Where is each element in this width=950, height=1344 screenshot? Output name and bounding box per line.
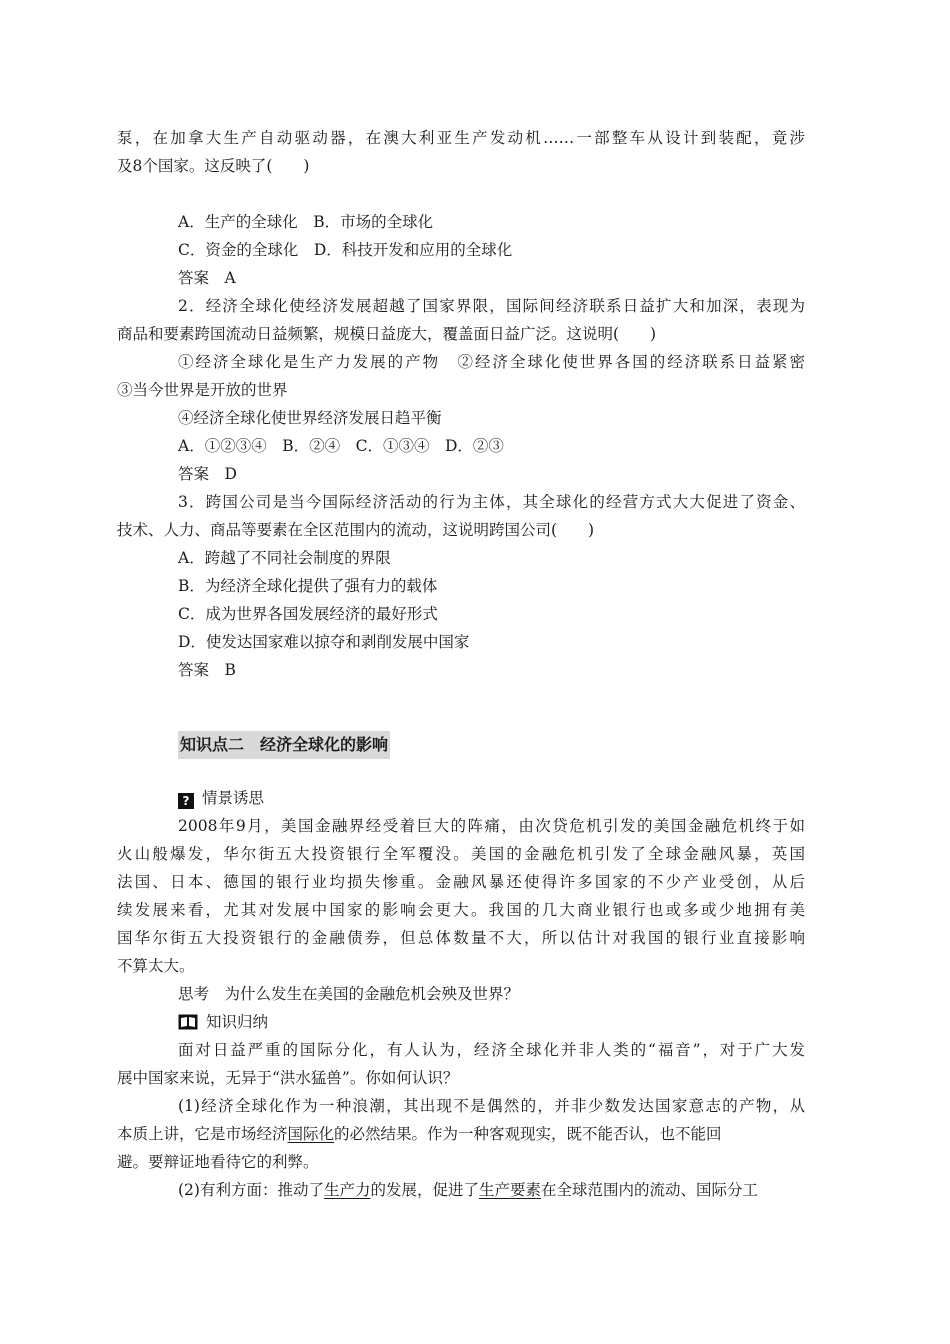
- q2-stem-line2: 商品和要素跨国流动日益频繁，规模日益庞大，覆盖面日益广泛。这说明( ): [117, 325, 657, 343]
- underlined-term-productivity: 生产力: [323, 1181, 371, 1199]
- scenario-line-3: 法国、日本、德国的银行业均损失惨重。金融风暴还使得许多国家的不少产业受创，从后: [117, 873, 805, 891]
- point-1-text-a: 本质上讲，它是市场经济: [117, 1125, 288, 1143]
- q2-item-3: ③当今世界是开放的世界: [117, 381, 288, 399]
- underlined-term-internationalization: 国际化: [287, 1125, 335, 1143]
- q3-answer: 答案 B: [178, 661, 236, 679]
- q1-stem-line2: 及8个国家。这反映了( ): [117, 157, 310, 175]
- scenario-line-6: 不算太大。: [117, 957, 195, 975]
- q2-stem-line1: 2．经济全球化使经济发展超越了国家界限，国际间经济联系日益扩大和加深，表现为: [178, 297, 805, 315]
- think-question: 思考 为什么发生在美国的金融危机会殃及世界？: [178, 985, 520, 1003]
- q3-stem-line2: 技术、人力、商品等要素在全区范围内的流动，这说明跨国公司( ): [117, 521, 595, 539]
- q1-options-line1: A．生产的全球化 B．市场的全球化: [178, 213, 434, 231]
- point-1-text-b: 的必然结果。作为一种客观现实，既不能否认，也不能回: [334, 1125, 722, 1143]
- q3-option-c: C．成为世界各国发展经济的最好形式: [178, 605, 438, 623]
- q1-stem-line1: 泵，在加拿大生产自动驱动器，在澳大利亚生产发动机……一部整车从设计到装配，竟涉: [117, 129, 805, 147]
- point-1-line2: [117, 1120, 722, 1148]
- q3-option-b: B．为经济全球化提供了强有力的载体: [178, 577, 438, 595]
- summary-intro-line1: 面对日益严重的国际分化，有人认为，经济全球化并非人类的“福音”，对于广大发: [178, 1041, 805, 1059]
- q2-item-1-2: ①经济全球化是生产力发展的产物 ②经济全球化使世界各国的经济联系日益紧密: [178, 353, 805, 371]
- point-1-line1: (1)经济全球化作为一种浪潮，其出现不是偶然的，并非少数发达国家意志的产物，从: [178, 1097, 805, 1115]
- q3-option-d: D．使发达国家难以掠夺和剥削发展中国家: [178, 633, 470, 651]
- scenario-line-4: 续发展来看，尤其对发展中国家的影响会更大。我国的几大商业银行也或多或少地拥有美: [117, 901, 805, 919]
- q3-option-a: A．跨越了不同社会制度的界限: [178, 549, 391, 567]
- scenario-line-1: 2008年9月，美国金融界经受着巨大的阵痛，由次贷危机引发的美国金融危机终于如: [178, 817, 805, 835]
- scenario-label-row: [178, 784, 264, 812]
- summary-intro-line2: 展中国家来说，无异于“洪水猛兽”。你如何认识？: [117, 1069, 459, 1087]
- scenario-line-2: 火山般爆发，华尔街五大投资银行全军覆没。美国的金融危机引发了全球金融风暴，英国: [117, 845, 805, 863]
- q1-options-line2: C．资金的全球化 D．科技开发和应用的全球化: [178, 241, 513, 259]
- summary-label: 知识归纳: [206, 1013, 269, 1031]
- underlined-term-production-factors: 生产要素: [479, 1181, 542, 1199]
- section-heading: 知识点二 经济全球化的影响: [178, 731, 390, 759]
- q3-stem-line1: 3．跨国公司是当今国际经济活动的行为主体，其全球化的经营方式大大促进了资金、: [178, 493, 805, 511]
- question-mark-icon: ?: [178, 793, 194, 809]
- point-1-line3: 避。要辩证地看待它的利弊。: [117, 1153, 319, 1171]
- scenario-line-5: 国华尔街五大投资银行的金融债券，但总体数量不大，所以估计对我国的银行业直接影响: [117, 929, 805, 947]
- q1-answer: 答案 A: [178, 269, 236, 287]
- point-2-text-b: 的发展，促进了: [370, 1181, 479, 1199]
- q2-item-4: ④经济全球化使世界经济发展日趋平衡: [178, 409, 442, 427]
- scenario-label: 情景诱思: [202, 789, 265, 807]
- point-2-text-a: (2)有利方面：推动了: [178, 1181, 324, 1199]
- point-2-line1: [178, 1176, 758, 1204]
- point-2-text-c: 在全球范围内的流动、国际分工: [541, 1181, 759, 1199]
- summary-label-row: [178, 1008, 268, 1039]
- q2-answer: 答案 D: [178, 465, 237, 483]
- q2-options: A．①②③④ B．②④ C．①③④ D．②③: [178, 437, 504, 455]
- open-book-icon: [178, 1011, 198, 1039]
